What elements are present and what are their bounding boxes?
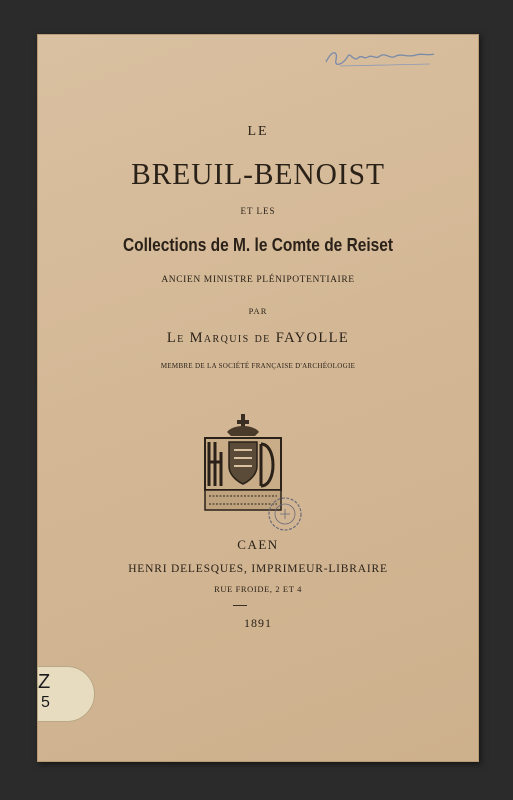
title-prefix: LE [247,124,269,139]
subtitle-role: ANCIEN MINISTRE PLÉNIPOTENTIAIRE [161,275,355,285]
imprint-address: RUE FROIDE, 2 ET 4 [214,584,302,594]
page-title: BREUIL-BENOIST [131,156,385,191]
library-stamp-icon [266,495,304,533]
imprint-year: 1891 [244,616,272,630]
shelf-mark-label [37,666,95,722]
title-connector: ET LES [240,206,276,216]
handwritten-signature-icon [320,42,440,72]
imprint-city: CAEN [237,537,279,552]
divider [233,605,247,606]
shelf-mark-number: 5 [41,694,50,711]
author-affiliation: MEMBRE DE LA SOCIÉTÉ FRANÇAISE D'ARCHÉOLOGIE [160,362,356,370]
shelf-mark-letter: Z [38,671,51,693]
subtitle: Collections de M. le Comte de Reiset [122,235,394,255]
author-name: Le Marquis de FAYOLLE [166,330,350,346]
by-line: PAR [248,306,268,316]
imprint-publisher: HENRI DELESQUES, IMPRIMEUR-LIBRAIRE [128,563,388,575]
book-cover [37,34,479,762]
